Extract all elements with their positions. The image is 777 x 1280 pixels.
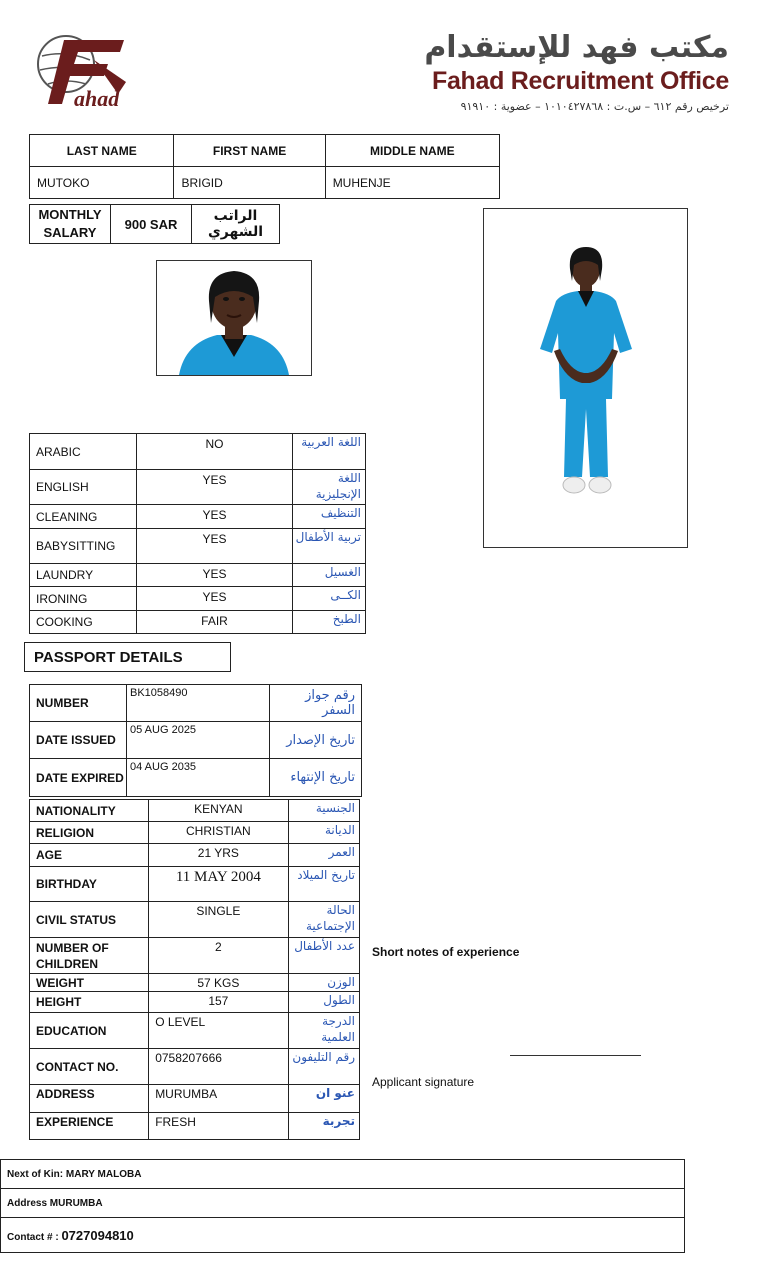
first-name-value: BRIGID: [174, 167, 325, 199]
passport-number-label: NUMBER: [30, 685, 127, 722]
brand-name: Fahad Recruitment Office: [431, 67, 729, 95]
face-photo: [156, 260, 312, 376]
detail-value: 11 MAY 2004: [149, 867, 288, 902]
detail-label-arabic: الطول: [288, 992, 360, 1013]
company-logo: [34, 30, 144, 112]
kin-address: Address MURUMBA: [1, 1189, 685, 1218]
detail-label: BIRTHDAY: [30, 867, 149, 902]
brand-name-arabic: مكتب فهد للإستقدام: [424, 30, 729, 65]
detail-label: NUMBER OF CHILDREN: [30, 938, 149, 974]
skill-value: YES: [136, 505, 293, 529]
detail-value: SINGLE: [149, 902, 288, 938]
detail-value: FRESH: [149, 1113, 288, 1140]
detail-value: CHRISTIAN: [149, 822, 288, 844]
skill-label: COOKING: [30, 611, 137, 634]
date-issued-label: DATE ISSUED: [30, 722, 127, 759]
skill-value: NO: [136, 434, 293, 470]
detail-label-arabic: الديانة: [288, 822, 360, 844]
passport-row: [30, 759, 362, 797]
next-of-kin: Next of Kin: MARY MALOBA: [1, 1160, 685, 1189]
detail-row: [30, 938, 360, 974]
detail-value: 21 YRS: [149, 844, 288, 867]
next-of-kin-table: [0, 1159, 685, 1253]
detail-row: [30, 1085, 360, 1113]
detail-row: [30, 1113, 360, 1140]
skill-value: YES: [136, 529, 293, 564]
detail-label: EDUCATION: [30, 1013, 149, 1049]
detail-value: 57 KGS: [149, 974, 288, 992]
detail-label-arabic: العمر: [288, 844, 360, 867]
date-expired-value: 04 AUG 2035: [127, 759, 270, 797]
detail-row: [30, 1049, 360, 1085]
salary-value: 900 SAR: [111, 205, 192, 244]
skill-label: ENGLISH: [30, 470, 137, 505]
kin-contact: [1, 1218, 685, 1253]
detail-row: [30, 974, 360, 992]
detail-label-arabic: عدد الأطفال: [288, 938, 360, 974]
detail-row: [30, 800, 360, 822]
detail-value: MURUMBA: [149, 1085, 288, 1113]
detail-label-arabic: تجربة: [288, 1113, 360, 1140]
skill-row: [30, 434, 366, 470]
detail-row: [30, 822, 360, 844]
skill-label: CLEANING: [30, 505, 137, 529]
skill-label-arabic: الغسيل: [293, 564, 366, 587]
salary-table: [29, 204, 280, 244]
salary-label-arabic: الراتب الشهري: [192, 205, 280, 244]
middle-name-value: MUHENJE: [325, 167, 499, 199]
detail-value: KENYAN: [149, 800, 288, 822]
svg-text:ahad: ahad: [74, 86, 120, 111]
detail-label: HEIGHT: [30, 992, 149, 1013]
skill-row: [30, 587, 366, 611]
detail-value: O LEVEL: [149, 1013, 288, 1049]
skill-value: YES: [136, 470, 293, 505]
signature-label: Applicant signature: [372, 1075, 475, 1089]
detail-label: RELIGION: [30, 822, 149, 844]
date-issued-value: 05 AUG 2025: [127, 722, 270, 759]
skill-label-arabic: اللغة العربية: [293, 434, 366, 470]
skill-row: [30, 470, 366, 505]
detail-label: AGE: [30, 844, 149, 867]
detail-label-arabic: الحالة الإجتماعية: [288, 902, 360, 938]
detail-row: [30, 867, 360, 902]
skill-value: YES: [136, 587, 293, 611]
first-name-header: FIRST NAME: [174, 135, 325, 167]
detail-value: 2: [149, 938, 288, 974]
detail-value: 157: [149, 992, 288, 1013]
skill-label-arabic: التنظيف: [293, 505, 366, 529]
last-name-header: LAST NAME: [30, 135, 174, 167]
detail-label: EXPERIENCE: [30, 1113, 149, 1140]
skill-label-arabic: تربية الأطفال: [293, 529, 366, 564]
salary-label: MONTHLY SALARY: [30, 205, 111, 244]
detail-row: [30, 902, 360, 938]
detail-label-arabic: تاريخ الميلاد: [288, 867, 360, 902]
detail-label-arabic: عنو ان: [288, 1085, 360, 1113]
skill-value: FAIR: [136, 611, 293, 634]
skill-value: YES: [136, 564, 293, 587]
detail-row: [30, 844, 360, 867]
detail-row: [30, 1013, 360, 1049]
date-expired-label-arabic: تاريخ الإنتهاء: [270, 759, 362, 797]
detail-label-arabic: الوزن: [288, 974, 360, 992]
detail-label-arabic: الدرجة العلمية: [288, 1013, 360, 1049]
detail-label: ADDRESS: [30, 1085, 149, 1113]
skill-label: IRONING: [30, 587, 137, 611]
skill-label: LAUNDRY: [30, 564, 137, 587]
experience-notes-label: Short notes of experience: [372, 945, 520, 959]
detail-label-arabic: الجنسية: [288, 800, 360, 822]
skill-label-arabic: الطبخ: [293, 611, 366, 634]
personal-details-table: [29, 799, 360, 1140]
date-issued-label-arabic: تاريخ الإصدار: [270, 722, 362, 759]
detail-label: CONTACT NO.: [30, 1049, 149, 1085]
date-expired-label: DATE EXPIRED: [30, 759, 127, 797]
passport-section-title: PASSPORT DETAILS: [24, 642, 231, 672]
passport-row: [30, 722, 362, 759]
detail-label: WEIGHT: [30, 974, 149, 992]
skill-label-arabic: الكــى: [293, 587, 366, 611]
skill-row: [30, 505, 366, 529]
detail-row: [30, 992, 360, 1013]
detail-label: CIVIL STATUS: [30, 902, 149, 938]
skill-label: ARABIC: [30, 434, 137, 470]
detail-label-arabic: رقم التليفون: [288, 1049, 360, 1085]
kin-contact-value: 0727094810: [61, 1227, 134, 1243]
signature-line: [510, 1055, 641, 1056]
detail-label: NATIONALITY: [30, 800, 149, 822]
detail-value: 0758207666: [149, 1049, 288, 1085]
full-body-photo: [483, 208, 688, 548]
name-table: [29, 134, 500, 199]
passport-table: [29, 684, 362, 797]
skill-label: BABYSITTING: [30, 529, 137, 564]
skill-row: [30, 529, 366, 564]
skill-row: [30, 611, 366, 634]
skills-table: [29, 433, 366, 634]
passport-number-label-arabic: رقم جواز السفر: [270, 685, 362, 722]
passport-row: [30, 685, 362, 722]
skill-label-arabic: اللغة الإنجليزية: [293, 470, 366, 505]
last-name-value: MUTOKO: [30, 167, 174, 199]
license-info: ترخيص رقم ٦١٢ – س.ت : ١٠١٠٤٢٧٨٦٨ – عضوية : ٩١٩١٠: [460, 100, 729, 113]
kin-contact-label: Contact # :: [7, 1231, 62, 1243]
skill-row: [30, 564, 366, 587]
passport-number-value: BK1058490: [127, 685, 270, 722]
middle-name-header: MIDDLE NAME: [325, 135, 499, 167]
